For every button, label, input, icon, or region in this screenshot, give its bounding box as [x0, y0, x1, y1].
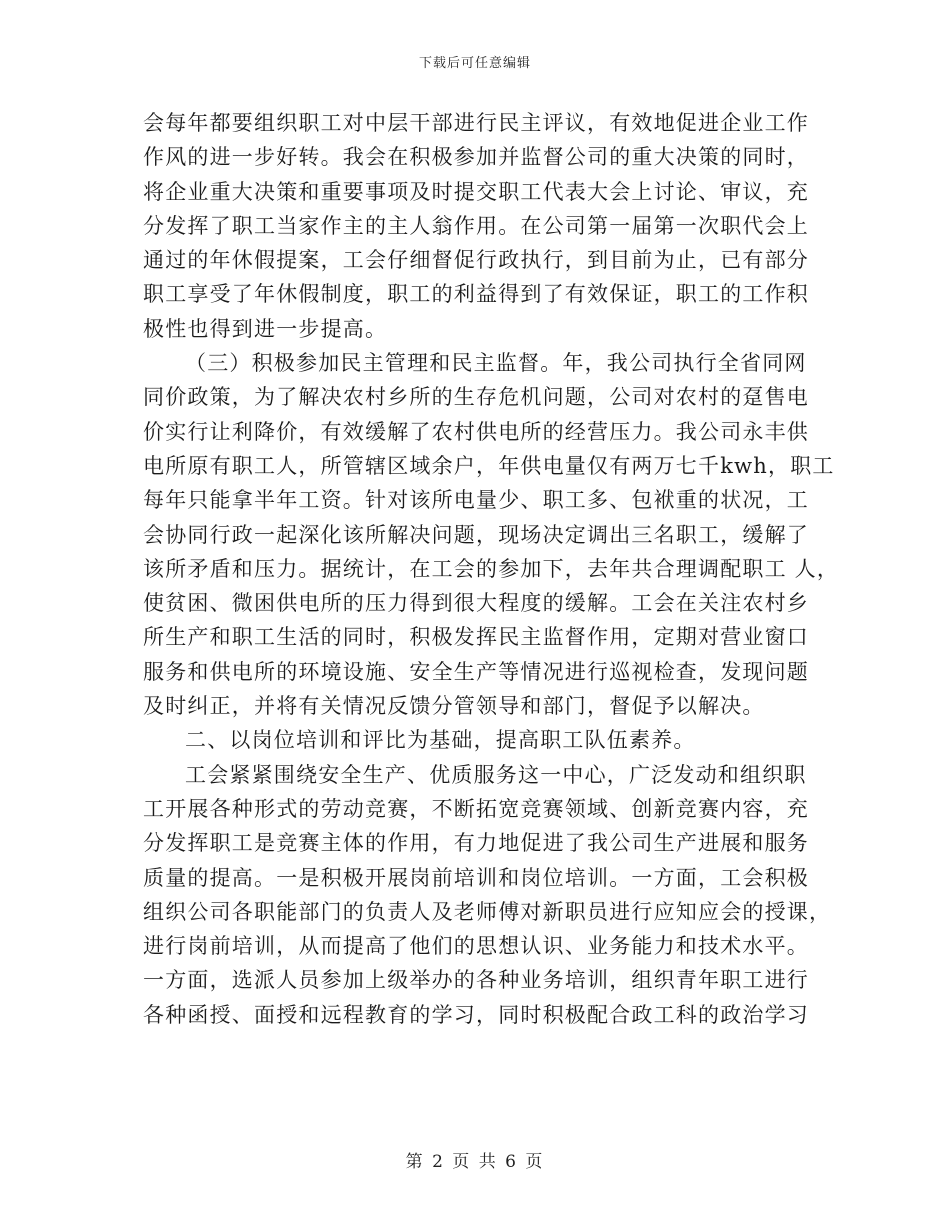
text-line: 作风的进一步好转。我会在积极参加并监督公司的重大决策的同时， — [143, 145, 809, 170]
text-line: 所生产和职工生活的同时，积极发挥民主监督作用，定期对营业窗口 — [143, 625, 809, 650]
text-line: 同价政策，为了解决农村乡所的生存危机问题，公司对农村的趸售电 — [143, 385, 809, 410]
text-line: 进行岗前培训，从而提高了他们的思想认识、业务能力和技术水平。 — [143, 934, 809, 959]
page-number: 第 2 页 共 6 页 — [405, 1152, 545, 1172]
text-line: 职工享受了年休假制度，职工的利益得到了有效保证，职工的工作积 — [143, 282, 809, 307]
text-line: 将企业重大决策和重要事项及时提交职工代表大会上讨论、审议，充 — [143, 179, 809, 204]
text-line: 工会紧紧围绕安全生产、优质服务这一中心，广泛发动和组织职 — [185, 762, 807, 787]
text-line: 及时纠正，并将有关情况反馈分管领导和部门，督促予以解决。 — [143, 694, 765, 719]
text-line: 使贫困、微困供电所的压力得到很大程度的缓解。工会在关注农村乡 — [143, 591, 809, 616]
section-heading: 二、以岗位培训和评比为基础，提高职工队伍素养。 — [185, 728, 696, 753]
text-line: 工开展各种形式的劳动竞赛，不断拓宽竞赛领域、创新竞赛内容，充 — [143, 796, 809, 821]
text-line: 极性也得到进一步提高。 — [143, 316, 388, 341]
page-header: 下载后可任意编辑 — [418, 56, 531, 71]
text-line: 该所矛盾和压力。据统计，在工会的参加下，去年共合理调配职工 人， — [143, 556, 840, 581]
text-line: 质量的提高。一是积极开展岗前培训和岗位培训。一方面，工会积极 — [143, 865, 809, 890]
text-line: 电所原有职工人，所管辖区域余户，年供电量仅有两万七千kwh，职工 — [143, 453, 835, 478]
text-line: 通过的年休假提案，工会仔细督促行政执行，到目前为止，已有部分 — [143, 248, 809, 273]
text-line: 分发挥了职工当家作主的主人翁作用。在公司第一届第一次职代会上 — [143, 213, 809, 238]
text-line: 会协同行政一起深化该所解决问题，现场决定调出三名职工，缓解了 — [143, 522, 809, 547]
text-line: 服务和供电所的环境设施、安全生产等情况进行巡视检查，发现问题 — [143, 659, 809, 684]
text-line: 各种函授、面授和远程教育的学习，同时积极配合政工科的政治学习 — [143, 1002, 809, 1027]
text-line: （三）积极参加民主管理和民主监督。年，我公司执行全省同网 — [185, 351, 807, 376]
text-line: 每年只能拿半年工资。针对该所电量少、职工多、包袱重的状况，工 — [143, 488, 809, 513]
text-line: 分发挥职工是竞赛主体的作用，有力地促进了我公司生产进展和服务 — [143, 831, 809, 856]
text-line: 价实行让利降价，有效缓解了农村供电所的经营压力。我公司永丰供 — [143, 419, 809, 444]
text-line: 组织公司各职能部门的负责人及老师傅对新职员进行应知应会的授课， — [143, 899, 832, 924]
document-body — [143, 106, 840, 1032]
text-line: 一方面，选派人员参加上级举办的各种业务培训，组织青年职工进行 — [143, 968, 809, 993]
text-line: 会每年都要组织职工对中层干部进行民主评议，有效地促进企业工作 — [143, 111, 809, 135]
